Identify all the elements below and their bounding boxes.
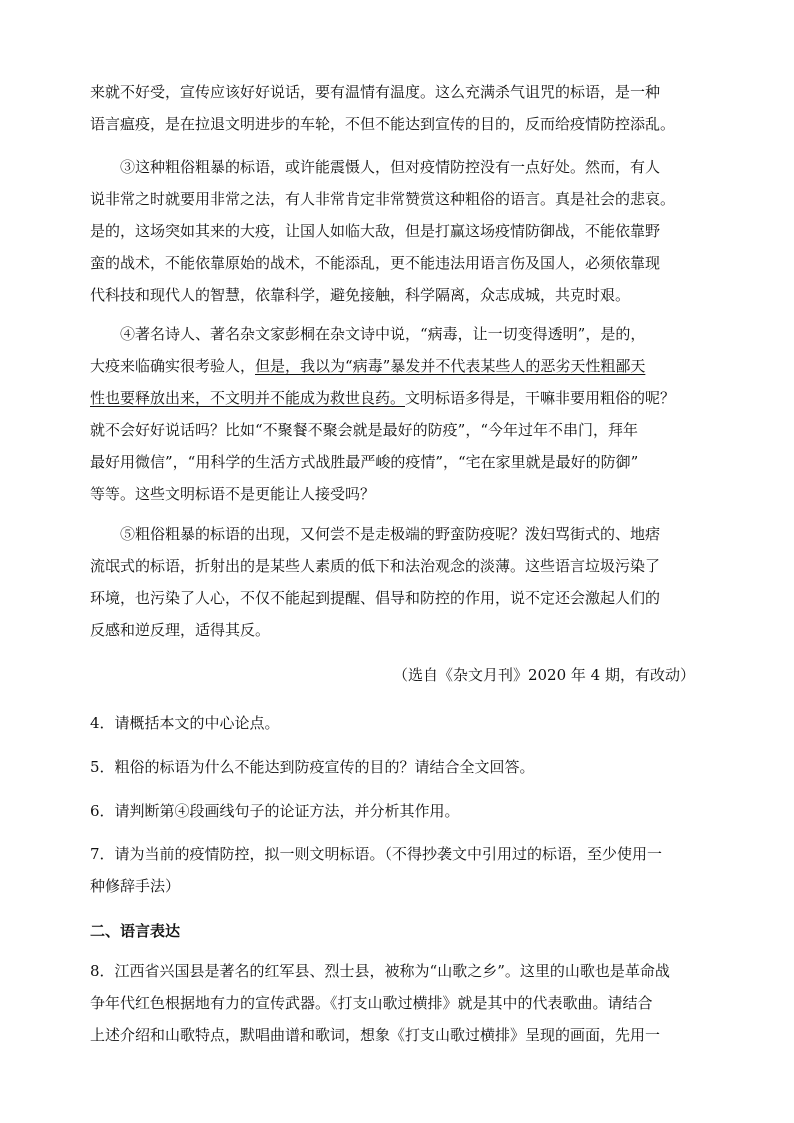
text-line	[90, 350, 710, 382]
text-line: 种修辞手法）	[90, 877, 181, 895]
paragraph-intro	[90, 76, 710, 140]
question-6: 6．请判断第④段画线句子的论证方法，并分析其作用。	[90, 802, 460, 820]
question-5: 5．粗俗的标语为什么不能达到防疫宣传的目的？请结合全文回答。	[90, 758, 535, 776]
underlined-sentence: 但是，我以为“病毒”暴发并不代表某些人的恶劣天性粗鄙天	[255, 357, 646, 375]
text-line: ④著名诗人、著名杂文家彭桐在杂文诗中说，“病毒，让一切变得透明”，是的，	[120, 325, 646, 343]
text-line: 环境，也污染了人心，不仅不能起到提醒、倡导和防控的作用，说不定还会激起人们的	[90, 589, 661, 607]
paragraph-3	[90, 151, 710, 311]
question-8	[90, 955, 710, 1051]
paragraph-5	[90, 518, 710, 646]
text-line: ③这种粗俗粗暴的标语，或许能震慑人，但对疫情防控没有一点好处。然而，有人	[120, 158, 661, 176]
text-line: 蛮的战术，不能依靠原始的战术，不能添乱，更不能违法用语言伤及国人，必须依靠现	[90, 254, 661, 272]
question-4: 4．请概括本文的中心论点。	[90, 714, 280, 732]
text-line: 就不会好好说话吗？比如“不聚餐不聚会就是最好的防疫”，“今年过年不串门，拜年	[90, 421, 639, 439]
section-heading: 二、语言表达	[90, 922, 181, 940]
text-line: 8．江西省兴国县是著名的红军县、烈士县，被称为“山歌之乡”。这里的山歌也是革命战	[90, 962, 670, 980]
text-line: 最好用微信”，“用科学的生活方式战胜最严峻的疫情”，“宅在家里就是最好的防御”	[90, 453, 639, 471]
text-line: ⑤粗俗粗暴的标语的出现，又何尝不是走极端的野蛮防疫呢？泼妇骂街式的、地痞	[120, 525, 661, 543]
question-7	[90, 838, 710, 902]
text-line: 说非常之时就要用非常之法，有人非常肯定非常赞赏这种粗俗的语言。真是社会的悲哀。	[90, 190, 676, 208]
text-line: 来就不好受，宣传应该好好说话，要有温情有温度。这么充满杀气诅咒的标语，是一种	[90, 83, 661, 101]
text-line: 争年代红色根据地有力的宣传武器。《打支山歌过横排》就是其中的代表歌曲。请结合	[90, 994, 653, 1012]
paragraph-4	[90, 318, 710, 510]
text-line	[90, 382, 710, 414]
text-line: 等等。这些文明标语不是更能让人接受吗？	[90, 485, 376, 503]
text-line: 流氓式的标语，折射出的是某些人素质的低下和法治观念的淡薄。这些语言垃圾污染了	[90, 557, 661, 575]
text-line: 代科技和现代人的智慧，依靠科学，避免接触，科学隔离，众志成城，共克时艰。	[90, 286, 631, 304]
text-line: 是的，这场突如其来的大疫，让国人如临大敌，但是打赢这场疫情防御战，不能依靠野	[90, 222, 661, 240]
text-span: 大疫来临确实很考验人，	[90, 357, 256, 375]
text-span: 文明标语多得是，干嘛非要用粗俗的呢？	[405, 389, 676, 407]
text-line: 7．请为当前的疫情防控，拟一则文明标语。（不得抄袭文中引用过的标语，至少使用一	[90, 845, 663, 863]
underlined-sentence: 性也要释放出来，不文明并不能成为救世良药。	[90, 389, 406, 407]
text-line: 反感和逆反理，适得其反。	[90, 621, 271, 639]
text-line: 语言瘟疫，是在拉退文明进步的车轮，不但不能达到宣传的目的，反而给疫情防控添乱。	[90, 115, 676, 133]
text-line: 上述介绍和山歌特点，默唱曲谱和歌词，想象《打支山歌过横排》呈现的画面，先用一	[90, 1026, 661, 1044]
source-citation: （选自《杂文月刊》2020 年 4 期，有改动）	[392, 666, 695, 684]
